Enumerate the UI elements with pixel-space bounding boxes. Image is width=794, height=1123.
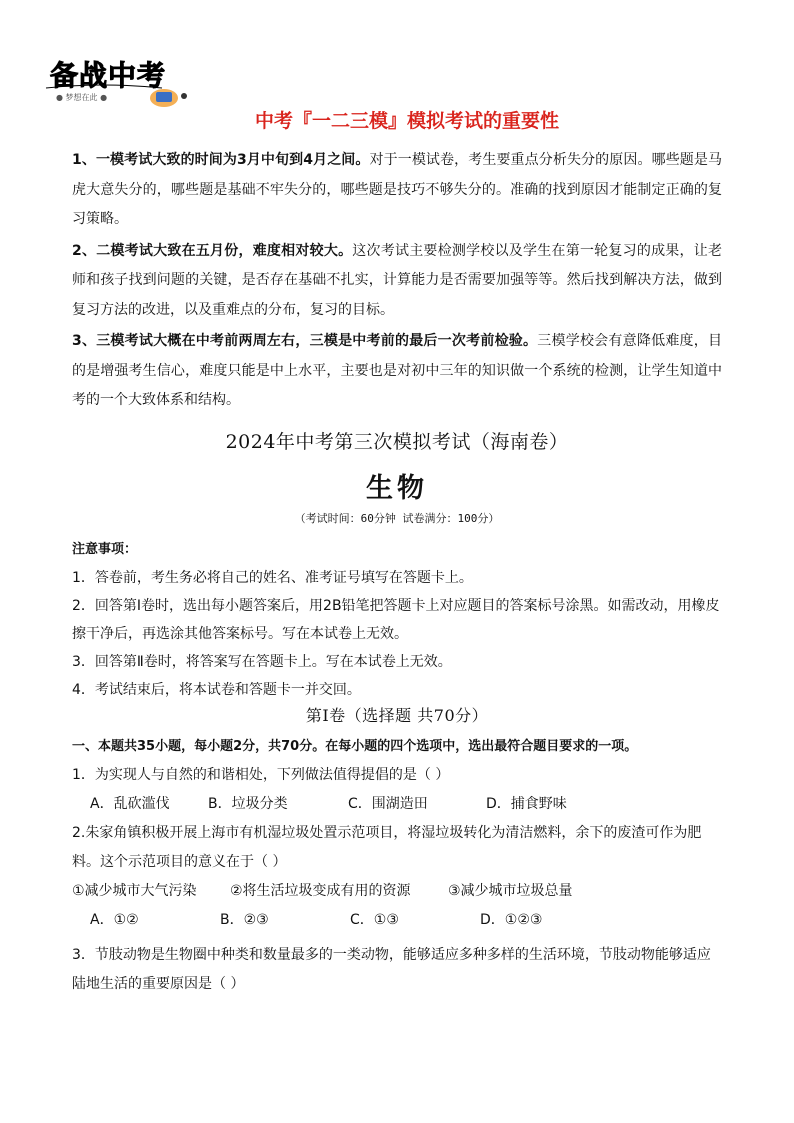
intro-body: 三模学校会有意降低难度，目的是增强考生信心，难度只能是中上水平，主要也是对初中三年的知识做一个系统的检测，让学生知道中考的一个大致体系和结构。 xyxy=(72,333,722,408)
exam-title: 2024年中考第三次模拟考试（海南卷） xyxy=(225,431,569,453)
statement-3: ③减少城市垃圾总量 xyxy=(448,883,573,899)
intro-lead: 2、二模考试大致在五月份，难度相对较大。 xyxy=(72,242,353,259)
option-c: C．①③ xyxy=(350,912,399,928)
intro-section xyxy=(72,146,722,418)
note-item: 1．答卷前，考生务必将自己的姓名、准考证号填写在答题卡上。 xyxy=(72,570,473,586)
note-item: 3．回答第Ⅱ卷时，将答案写在答题卡上。写在本试卷上无效。 xyxy=(72,654,452,670)
notes-section xyxy=(72,536,724,704)
intro-paragraph-3 xyxy=(72,327,722,416)
option-c: C．围湖造田 xyxy=(348,796,428,812)
option-b: B．垃圾分类 xyxy=(208,796,288,812)
questions-section xyxy=(72,732,724,999)
intro-paragraph-2 xyxy=(72,237,722,326)
question-2-statements xyxy=(72,877,724,906)
question-1-stem: 1．为实现人与自然的和谐相处，下列做法值得提倡的是（ ） xyxy=(72,767,450,783)
note-item: 4．考试结束后，将本试卷和答题卡一并交回。 xyxy=(72,682,361,698)
intro-paragraph-1 xyxy=(72,146,722,235)
note-item: 2．回答第Ⅰ卷时，选出每小题答案后，用2B铅笔把答题卡上对应题目的答案标号涂黑。如需改动，用橡皮擦干净后，再选涂其他答案标号。写在本试卷上无效。 xyxy=(72,598,720,642)
option-d: D．捕食野味 xyxy=(486,796,567,812)
statement-1: ①减少城市大气污染 xyxy=(72,883,197,899)
section-instruction: 一、本题共35小题，每小题2分，共70分。在每小题的四个选项中，选出最符合题目要求的一项。 xyxy=(72,739,638,754)
section-title: 第Ⅰ卷（选择题 共70分） xyxy=(305,706,489,725)
notes-heading: 注意事项： xyxy=(72,542,138,557)
intro-body: 这次考试主要检测学校以及学生在第一轮复习的成果，让老师和孩子找到问题的关键，是否存在基础不扎实，计算能力是否需要加强等等。然后找到解决方法，做到复习方法的改进，以及重难点的分布，复习的目标。 xyxy=(72,242,722,318)
question-1-options xyxy=(72,790,724,819)
intro-body: 对于一模试卷，考生要重点分析失分的原因。哪些题是马虎大意失分的，哪些题是基础不牢失分的，哪些题是技巧不够失分的。准确的找到原因才能制定正确的复习策略。 xyxy=(72,152,723,227)
logo-text: 备战中考 xyxy=(50,59,167,92)
option-b: B．②③ xyxy=(220,912,269,928)
intro-lead: 3、三模考试大概在中考前两周左右，三模是中考前的最后一次考前检验。 xyxy=(72,333,538,349)
question-2-stem: 2.朱家角镇积极开展上海市有机湿垃圾处置示范项目，将湿垃圾转化为清洁燃料，余下的废渣可作为肥料。这个示范项目的意义在于（ ） xyxy=(72,825,702,870)
subject-title: 生物 xyxy=(366,473,428,504)
logo xyxy=(44,52,194,112)
logo-subtitle: ● 梦想在此 ● xyxy=(56,93,108,102)
option-a: A．①② xyxy=(90,912,139,928)
exam-meta: （考试时间：60分钟 试卷满分：100分） xyxy=(294,512,500,525)
question-3-stem: 3．节肢动物是生物圈中种类和数量最多的一类动物，能够适应多种多样的生活环境，节肢动物能够适应陆地生活的重要原因是（ ） xyxy=(72,947,711,992)
option-a: A．乱砍滥伐 xyxy=(90,796,170,812)
question-2-options xyxy=(72,906,724,935)
page-title: 中考『一二三模』模拟考试的重要性 xyxy=(254,110,559,132)
intro-lead: 1、一模考试大致的时间为3月中旬到4月之间。 xyxy=(72,152,370,168)
statement-2: ②将生活垃圾变成有用的资源 xyxy=(230,883,411,899)
option-d: D．①②③ xyxy=(480,912,543,928)
